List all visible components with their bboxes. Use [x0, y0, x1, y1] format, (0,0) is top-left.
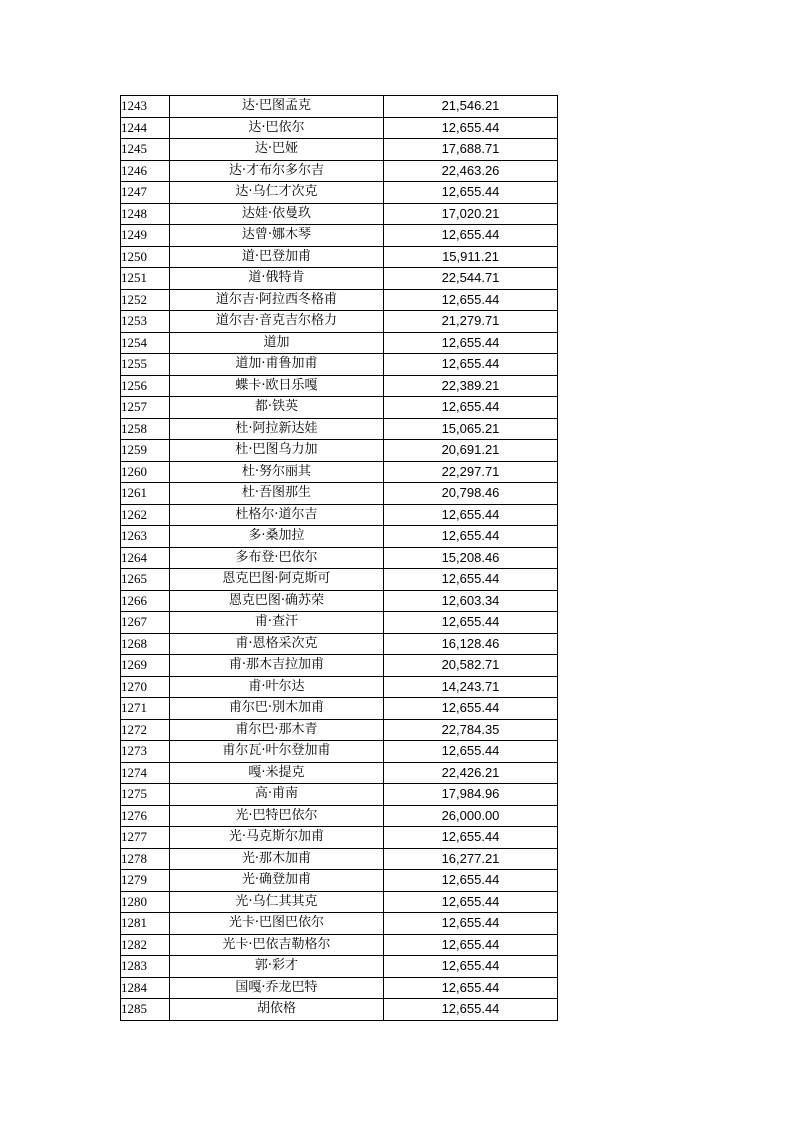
row-amount-cell: 26,000.00 [384, 805, 558, 827]
table-row [121, 96, 558, 118]
row-name-cell: 甫·恩格采次克 [170, 633, 384, 655]
table-row [121, 397, 558, 419]
table-row [121, 461, 558, 483]
row-amount-cell: 12,655.44 [384, 117, 558, 139]
row-id-cell: 1282 [121, 934, 170, 956]
table-row [121, 633, 558, 655]
row-id-cell: 1283 [121, 956, 170, 978]
row-amount-cell: 12,655.44 [384, 698, 558, 720]
row-id-cell: 1251 [121, 268, 170, 290]
row-name-cell: 光·那木加甫 [170, 848, 384, 870]
row-amount-cell: 12,655.44 [384, 977, 558, 999]
row-id-cell: 1255 [121, 354, 170, 376]
table-row [121, 354, 558, 376]
table-row [121, 870, 558, 892]
row-name-cell: 甫尔瓦·叶尔登加甫 [170, 741, 384, 763]
row-id-cell: 1270 [121, 676, 170, 698]
table-row [121, 332, 558, 354]
row-amount-cell: 12,655.44 [384, 289, 558, 311]
table-row [121, 956, 558, 978]
table-row [121, 698, 558, 720]
row-name-cell: 杜·努尔丽其 [170, 461, 384, 483]
row-id-cell: 1247 [121, 182, 170, 204]
table-row [121, 160, 558, 182]
row-amount-cell: 12,655.44 [384, 741, 558, 763]
row-amount-cell: 12,655.44 [384, 934, 558, 956]
table-row [121, 547, 558, 569]
row-name-cell: 国嘎·乔龙巴特 [170, 977, 384, 999]
row-amount-cell: 12,655.44 [384, 827, 558, 849]
row-amount-cell: 17,984.96 [384, 784, 558, 806]
table-row [121, 891, 558, 913]
row-amount-cell: 22,544.71 [384, 268, 558, 290]
table-body [121, 96, 558, 1021]
row-amount-cell: 12,655.44 [384, 504, 558, 526]
row-id-cell: 1254 [121, 332, 170, 354]
row-name-cell: 恩克巴图·确苏荣 [170, 590, 384, 612]
table-row [121, 418, 558, 440]
row-amount-cell: 15,911.21 [384, 246, 558, 268]
table-row [121, 504, 558, 526]
row-name-cell: 道·俄特肯 [170, 268, 384, 290]
row-amount-cell: 12,655.44 [384, 956, 558, 978]
row-amount-cell: 17,688.71 [384, 139, 558, 161]
table-row [121, 741, 558, 763]
row-id-cell: 1256 [121, 375, 170, 397]
row-name-cell: 达曾·娜木琴 [170, 225, 384, 247]
row-name-cell: 郭·彩才 [170, 956, 384, 978]
row-amount-cell: 20,798.46 [384, 483, 558, 505]
row-amount-cell: 16,277.21 [384, 848, 558, 870]
row-name-cell: 都·铁英 [170, 397, 384, 419]
row-amount-cell: 22,426.21 [384, 762, 558, 784]
table-row [121, 805, 558, 827]
row-amount-cell: 12,655.44 [384, 891, 558, 913]
row-amount-cell: 12,655.44 [384, 612, 558, 634]
row-amount-cell: 15,065.21 [384, 418, 558, 440]
row-amount-cell: 22,463.26 [384, 160, 558, 182]
row-amount-cell: 12,655.44 [384, 870, 558, 892]
table-row [121, 526, 558, 548]
row-amount-cell: 22,784.35 [384, 719, 558, 741]
row-id-cell: 1284 [121, 977, 170, 999]
row-id-cell: 1274 [121, 762, 170, 784]
row-amount-cell: 16,128.46 [384, 633, 558, 655]
table-row [121, 225, 558, 247]
row-id-cell: 1244 [121, 117, 170, 139]
table-row [121, 311, 558, 333]
row-name-cell: 甫尔巴·那木青 [170, 719, 384, 741]
table-row [121, 977, 558, 999]
row-amount-cell: 14,243.71 [384, 676, 558, 698]
row-amount-cell: 12,655.44 [384, 354, 558, 376]
data-table [120, 95, 558, 1021]
row-name-cell: 光·乌仁其其克 [170, 891, 384, 913]
row-name-cell: 胡依格 [170, 999, 384, 1021]
row-amount-cell: 12,655.44 [384, 526, 558, 548]
row-id-cell: 1259 [121, 440, 170, 462]
row-amount-cell: 12,655.44 [384, 397, 558, 419]
row-id-cell: 1250 [121, 246, 170, 268]
row-name-cell: 达娃·依曼玖 [170, 203, 384, 225]
row-name-cell: 高·甫南 [170, 784, 384, 806]
row-name-cell: 道加 [170, 332, 384, 354]
row-amount-cell: 21,546.21 [384, 96, 558, 118]
row-id-cell: 1268 [121, 633, 170, 655]
table-row [121, 827, 558, 849]
row-name-cell: 杜格尔·道尔吉 [170, 504, 384, 526]
row-name-cell: 杜·阿拉新达娃 [170, 418, 384, 440]
row-id-cell: 1263 [121, 526, 170, 548]
row-name-cell: 光·巴特巴依尔 [170, 805, 384, 827]
row-name-cell: 光卡·巴图巴依尔 [170, 913, 384, 935]
row-name-cell: 光·马克斯尔加甫 [170, 827, 384, 849]
row-name-cell: 光·确登加甫 [170, 870, 384, 892]
row-amount-cell: 12,655.44 [384, 332, 558, 354]
row-id-cell: 1245 [121, 139, 170, 161]
row-amount-cell: 22,297.71 [384, 461, 558, 483]
table-row [121, 913, 558, 935]
row-name-cell: 道·巴登加甫 [170, 246, 384, 268]
row-amount-cell: 17,020.21 [384, 203, 558, 225]
row-id-cell: 1261 [121, 483, 170, 505]
table-row [121, 139, 558, 161]
row-amount-cell: 12,655.44 [384, 225, 558, 247]
row-id-cell: 1275 [121, 784, 170, 806]
row-id-cell: 1262 [121, 504, 170, 526]
row-name-cell: 达·才布尔多尔吉 [170, 160, 384, 182]
row-name-cell: 道尔吉·阿拉西冬格甫 [170, 289, 384, 311]
row-name-cell: 多·桑加拉 [170, 526, 384, 548]
row-amount-cell: 12,655.44 [384, 182, 558, 204]
row-id-cell: 1273 [121, 741, 170, 763]
row-name-cell: 达·巴图孟克 [170, 96, 384, 118]
row-name-cell: 达·巴依尔 [170, 117, 384, 139]
row-id-cell: 1271 [121, 698, 170, 720]
row-name-cell: 达·巴娅 [170, 139, 384, 161]
row-name-cell: 道尔吉·音克吉尔格力 [170, 311, 384, 333]
row-amount-cell: 12,655.44 [384, 999, 558, 1021]
table-row [121, 590, 558, 612]
row-id-cell: 1266 [121, 590, 170, 612]
row-name-cell: 甫·叶尔达 [170, 676, 384, 698]
table-row [121, 719, 558, 741]
table-row [121, 375, 558, 397]
row-id-cell: 1269 [121, 655, 170, 677]
row-name-cell: 光卡·巴依吉勒格尔 [170, 934, 384, 956]
row-name-cell: 杜·吾图那生 [170, 483, 384, 505]
row-id-cell: 1260 [121, 461, 170, 483]
row-id-cell: 1243 [121, 96, 170, 118]
table-row [121, 289, 558, 311]
table-row [121, 999, 558, 1021]
row-name-cell: 杜·巴图乌力加 [170, 440, 384, 462]
row-id-cell: 1249 [121, 225, 170, 247]
table-row [121, 182, 558, 204]
row-id-cell: 1264 [121, 547, 170, 569]
table-row [121, 483, 558, 505]
row-name-cell: 甫·那木吉拉加甫 [170, 655, 384, 677]
row-id-cell: 1272 [121, 719, 170, 741]
row-id-cell: 1257 [121, 397, 170, 419]
row-id-cell: 1265 [121, 569, 170, 591]
row-name-cell: 甫尔巴·別木加甫 [170, 698, 384, 720]
table-row [121, 117, 558, 139]
table-row [121, 784, 558, 806]
table-row [121, 569, 558, 591]
table-row [121, 203, 558, 225]
row-amount-cell: 21,279.71 [384, 311, 558, 333]
row-id-cell: 1248 [121, 203, 170, 225]
row-id-cell: 1277 [121, 827, 170, 849]
row-id-cell: 1246 [121, 160, 170, 182]
table-row [121, 655, 558, 677]
table-row [121, 848, 558, 870]
table-row [121, 676, 558, 698]
row-amount-cell: 20,691.21 [384, 440, 558, 462]
table-row [121, 246, 558, 268]
row-amount-cell: 20,582.71 [384, 655, 558, 677]
row-name-cell: 蝶卡·欧日乐嘎 [170, 375, 384, 397]
row-name-cell: 恩克巴图·阿克斯可 [170, 569, 384, 591]
row-name-cell: 嘎·米提克 [170, 762, 384, 784]
table-row [121, 268, 558, 290]
row-id-cell: 1253 [121, 311, 170, 333]
table-row [121, 762, 558, 784]
row-amount-cell: 12,603.34 [384, 590, 558, 612]
table-row [121, 440, 558, 462]
row-amount-cell: 15,208.46 [384, 547, 558, 569]
row-id-cell: 1258 [121, 418, 170, 440]
table-row [121, 612, 558, 634]
row-amount-cell: 22,389.21 [384, 375, 558, 397]
table-row [121, 934, 558, 956]
row-id-cell: 1280 [121, 891, 170, 913]
row-id-cell: 1252 [121, 289, 170, 311]
row-id-cell: 1281 [121, 913, 170, 935]
row-id-cell: 1267 [121, 612, 170, 634]
row-id-cell: 1279 [121, 870, 170, 892]
row-name-cell: 道加·甫鲁加甫 [170, 354, 384, 376]
row-id-cell: 1278 [121, 848, 170, 870]
row-name-cell: 甫·查汗 [170, 612, 384, 634]
row-id-cell: 1276 [121, 805, 170, 827]
row-amount-cell: 12,655.44 [384, 913, 558, 935]
row-id-cell: 1285 [121, 999, 170, 1021]
row-name-cell: 达·乌仁才次克 [170, 182, 384, 204]
row-name-cell: 多布登·巴依尔 [170, 547, 384, 569]
row-amount-cell: 12,655.44 [384, 569, 558, 591]
